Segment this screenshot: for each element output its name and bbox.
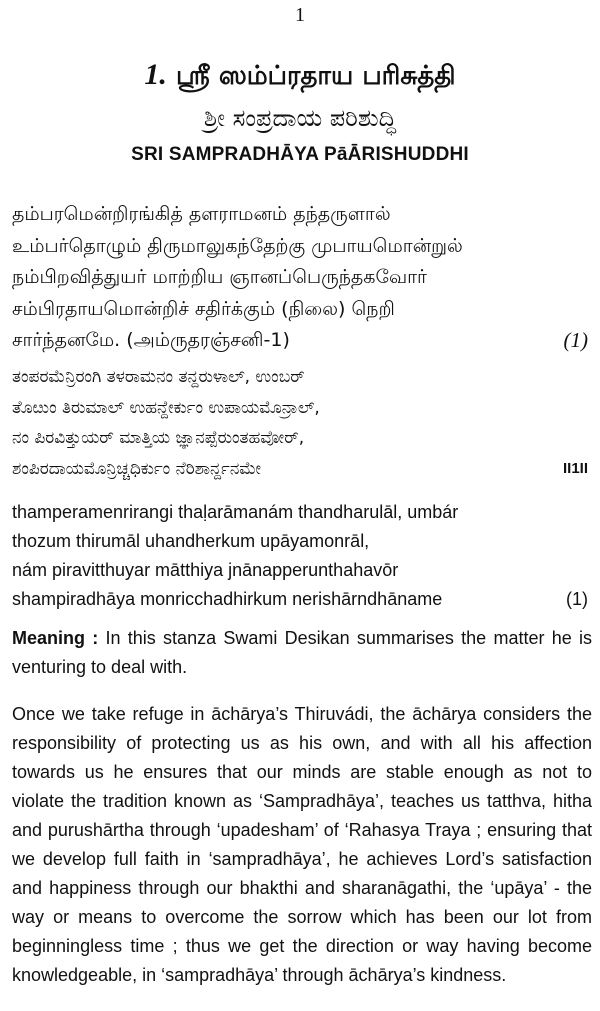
verse-kannada-line: ತೊೞುಂ ತಿರುಮಾಲ್ ಉಹನ್ದೇರ್ಕುಂ ಉಪಾಯಮೊನ್ರಾಲ್, xyxy=(12,397,320,418)
verse-kannada-line: ನಂ ಪಿರವಿತ್ತುಯರ್ ಮಾತ್ತಿಯ ಜ್ಞಾನಪ್ಪೆರುಂತಹವೋರ್, xyxy=(12,428,305,448)
verse-translit-line: nám piravitthuyar mātthiya jnānapperunthahavōr xyxy=(12,560,399,580)
title-english: SRI SAMPRADHĀYA PāĀRISHUDDHI xyxy=(131,144,469,165)
verse-tamil-line: தம்பரமென்றிரங்கித் தளராமனம் தந்தருளால் xyxy=(12,203,391,225)
verse-kannada-line: ತಂಪರಮೆನ್ರಿರಂಗಿ ತಳರಾಮನಂ ತನ್ದರುಳಾಲ್, ಉಂಬರ್ xyxy=(12,367,305,387)
verse-tamil xyxy=(12,199,592,357)
commentary-paragraph: Once we take refuge in āchārya’s Thiruvádi, the āchārya considers the responsibility of protecting us as his own, and with all his affection towards us he ensures that our minds are stable enough as not to violate the tradition known as ‘Sampradhāya’, teaches us tatthva, hitha and purushārtha through ‘upadesham’ of ‘Rahasya Traya ; ensuring that we develop full faith in ‘sampradhāya’, he achieves Lord’s satisfaction and happiness through our bhakthi and sharanāgathi, the ‘upāya’ - the way or means to overcome the sorrow which has been our lot from beginningless time ; thus we get the direction or way having become knowledgeable, in ‘sampradhāya’ through āchārya’s kindness. xyxy=(12,704,592,985)
title-number: 1. xyxy=(144,58,167,91)
verse-tamil-line-text: சார்ந்தனமே. (அம்ருதரஞ்சனி-1) xyxy=(12,329,290,351)
verse-translit-line-text: shampiradhāya monricchadhirkum nerishārndhāname xyxy=(12,589,443,609)
title-kannada: ಶ್ರೀ ಸಂಪ್ರದಾಯ ಪರಿಶುದ್ಧಿ xyxy=(203,104,397,132)
meaning-paragraph xyxy=(12,624,592,682)
verse-kannada-line-text: ಶಂಪಿರದಾಯಮೊನ್ರಿಚ್ಚಧಿರ್ಕುಂ ನೆರಿಶಾರ್ನ್ದನಮೇ xyxy=(12,458,262,479)
meaning-label: Meaning : xyxy=(12,628,99,648)
verse-kannada-number: II1II xyxy=(563,454,588,485)
verse-transliteration xyxy=(12,498,592,614)
verse-translit-last-line xyxy=(12,585,592,614)
title-tamil xyxy=(0,58,600,94)
verse-tamil-line: சம்பிரதாயமொன்றிச் சதிர்க்கும் (நிலை) நெறி xyxy=(12,297,395,320)
title-tamil-text: ஸ்ரீ ஸம்ப்ரதாய பரிசுத்தி xyxy=(175,61,456,91)
page-number: 1 xyxy=(295,4,305,26)
verse-tamil-line: உம்பர்தொழும் திருமாலுகந்தேற்கு முபாயமொன்றுல் xyxy=(12,234,463,257)
verse-tamil-last-line xyxy=(12,325,592,357)
verse-kannada-last-line xyxy=(12,454,592,485)
verse-tamil-line: நம்பிறவித்துயர் மாற்றிய ஞானப்பெருந்தகவோர் xyxy=(12,266,427,288)
verse-translit-number: (1) xyxy=(566,585,588,614)
meaning-text: In this stanza Swami Desikan summarises the matter he is venturing to deal with. xyxy=(12,628,592,677)
verse-kannada xyxy=(12,362,592,484)
verse-translit-line: thamperamenrirangi thaḷarāmanám thandharulāl, umbár xyxy=(12,502,459,522)
verse-tamil-number: (1) xyxy=(564,325,589,357)
verse-translit-line: thozum thirumāl uhandherkum upāyamonrāl, xyxy=(12,531,370,551)
